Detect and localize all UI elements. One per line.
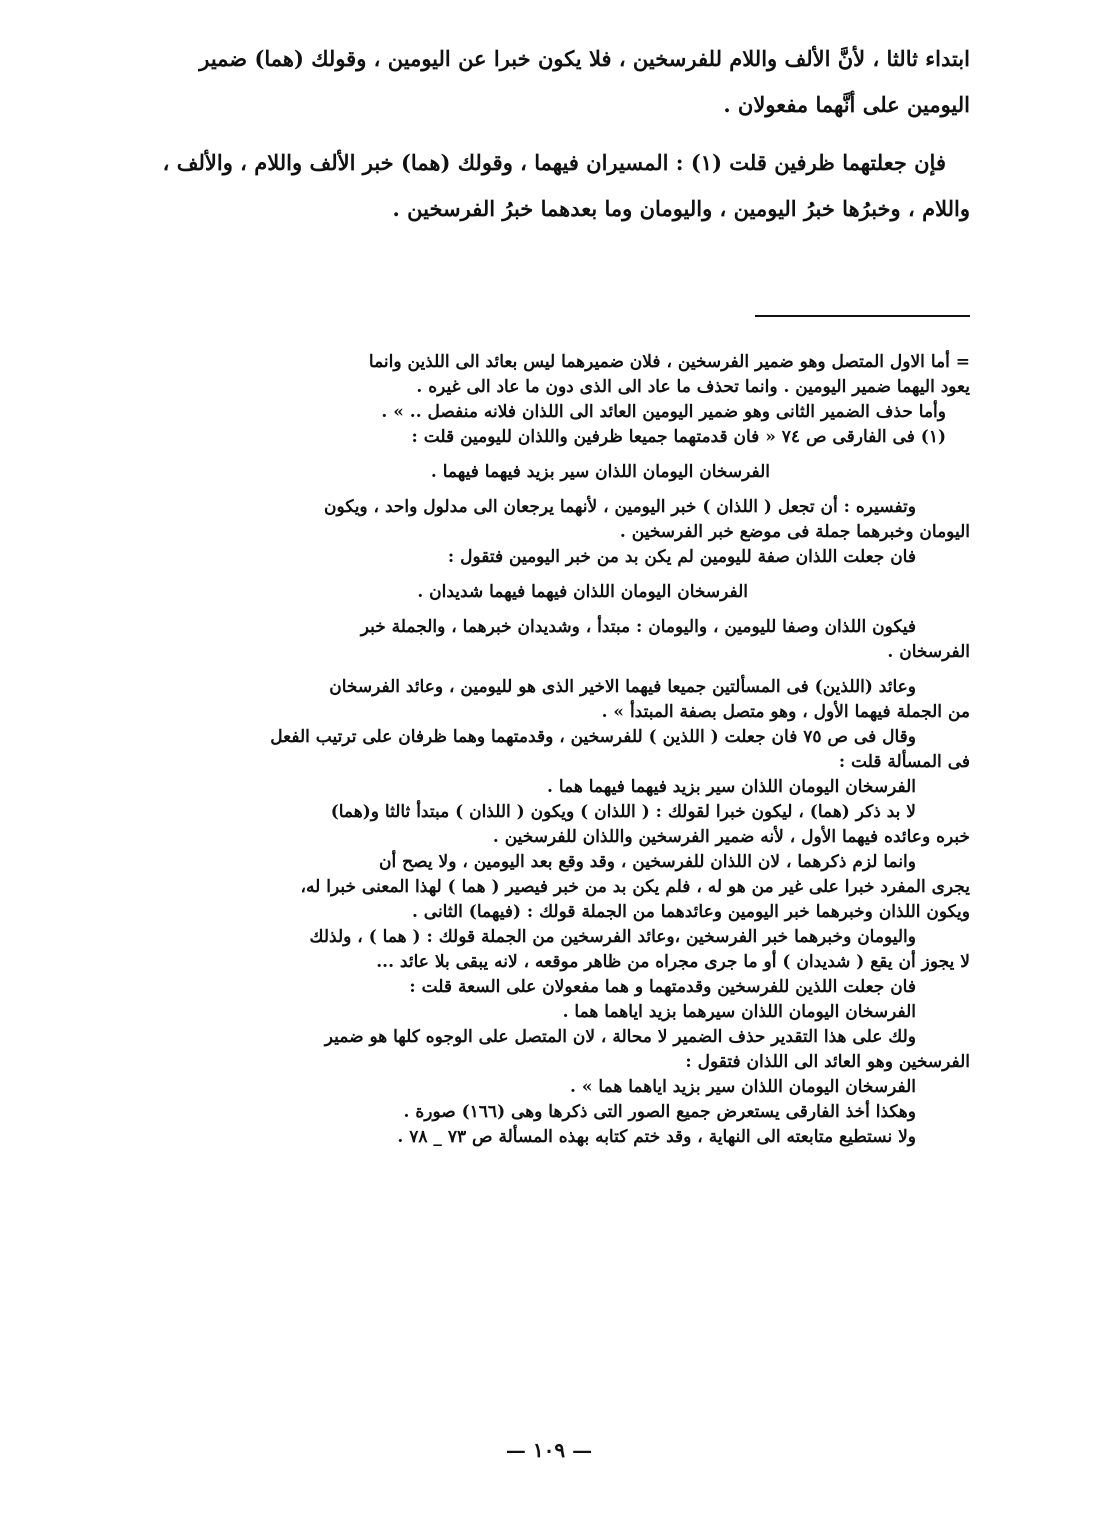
footnote-line: من الجملة فيهما الأول ، وهو متصل بصفة المبتدأ » . (601, 702, 970, 722)
footnote-line: لا يجوز أن يقع ( شديدان ) أو ما جرى مجراه من ظاهر موقعه ، لانه يبقى بلا عائد ... (376, 952, 970, 972)
footnote-line: فان جعلت اللذان صفة لليومين لم يكن بد من خبر اليومين فتقول : (447, 547, 916, 567)
footnote-line: (١) فى الفارقى ص ٧٤ « فان قدمتهما جميعا ظرفين واللذان لليومين قلت : (411, 427, 946, 447)
footnote-line: وانما لزم ذكرهما ، لان اللذان للفرسخين ، وقد وقع بعد اليومين ، ولا يصح أن (379, 852, 916, 872)
main-line: واللام ، وخبرُها خبرُ اليومين ، واليومان وما بعدهما خبرُ الفرسخين . (392, 196, 970, 221)
footnote-line: وهكذا أخذ الفارقى يستعرض جميع الصور التى ذكرها وهى (١٦٦) صورة . (403, 1102, 916, 1122)
footnote-line: الفرسخان اليومان اللذان فيهما فيهما شديدان . (417, 582, 748, 602)
footnote-line: الفرسخان اليومان اللذان سير بزيد اياهما هما » . (569, 1077, 916, 1097)
footnote-line: = أما الاول المتصل وهو ضمير الفرسخين ، فلان ضميرهما ليس بعائد الى اللذين وانما (368, 352, 970, 372)
footnote-line: وتفسيره : أن تجعل ( اللذان ) خبر اليومين ، لأنهما يرجعان الى مدلول واحد ، ويكون (324, 497, 916, 517)
main-line: فإن جعلتهما ظرفين قلت (١) : المسيران فيهما ، وقولك (هما) خبر الألف واللام ، والألف ، (162, 150, 946, 175)
main-line: ابتداء ثالثا ، لأنَّ الألف واللام للفرسخين ، فلا يكون خبرا عن اليومين ، وقولك (هما) ضمير (199, 46, 970, 71)
footnote-line: وأما حذف الضمير الثانى وهو ضمير اليومين العائد الى اللذان فلانه منفصل .. » . (381, 402, 946, 422)
page-number: — ١٠٩ — (505, 1438, 593, 1462)
footnote-line: فى المسألة قلت : (838, 752, 970, 772)
footnote-line: وعائد (اللذين) فى المسألتين جميعا فيهما الاخير الذى هو لليومين ، وعائد الفرسخان (329, 677, 916, 697)
footnote-line: واليومان وخبرهما خبر الفرسخين ،وعائد الفرسخين من الجملة قولك : ( هما ) ، ولذلك (309, 927, 916, 947)
footnote-line: ويكون اللذان وخبرهما خبر اليومين وعائدهما من الجملة قولك : (فيهما) الثانى . (411, 902, 970, 922)
footnote-line: فيكون اللذان وصفا لليومين ، واليومان : مبتدأ ، وشديدان خبرهما ، والجملة خبر (360, 617, 916, 637)
footnote-line: ولا نستطيع متابعته الى النهاية ، وقد ختم كتابه بهذه المسألة ص ٧٣ _ ٧٨ . (397, 1127, 916, 1147)
footnote-line: وقال فى ص ٧٥ فان جعلت ( اللذين ) للفرسخين ، وقدمتهما وهما ظرفان على ترتيب الفعل (270, 727, 916, 747)
footnote-line: لا بد ذكر (هما) ، ليكون خبرا لقولك : ( اللذان ) ويكون ( اللذان ) مبتدأ ثالثا و(هما) (330, 802, 916, 822)
main-text (110, 44, 970, 224)
main-line: اليومين على أنَّهما مفعولان . (723, 92, 970, 117)
footnote-line: يعود اليهما ضمير اليومين . وانما تحذف ما عاد الى الذى دون ما عاد الى غيره . (416, 377, 970, 397)
footnote-line: الفرسخان . (887, 642, 970, 662)
footnote-line: الفرسخين وهو العائد الى اللذان فتقول : (685, 1052, 970, 1072)
footnote-line: فان جعلت اللذين للفرسخين وقدمتهما و هما مفعولان على السعة قلت : (409, 977, 916, 997)
footnote-line: يجرى المفرد خبرا على غير من هو له ، فلم يكن بد من خبر فيصير ( هما ) لهذا المعنى خبرا له، (300, 877, 970, 897)
footnote-line: اليومان وخبرهما جملة فى موضع خبر الفرسخين . (619, 522, 970, 542)
footnote-line: خبره وعائده فيهما الأول ، لأنه ضمير الفرسخين واللذان للفرسخين . (492, 827, 970, 847)
footnote-separator (755, 315, 970, 317)
footnote-line: الفرسخان اليومان اللذان سير بزيد فيهما فيهما . (430, 462, 770, 482)
footnotes (110, 350, 970, 1150)
footnote-line: الفرسخان اليومان اللذان سيرهما بزيد اياهما هما . (562, 1002, 916, 1022)
footnote-line: الفرسخان اليومان اللذان سير بزيد فيهما فيهما هما . (547, 777, 916, 797)
footnote-line: ولك على هذا التقدير حذف الضمير لا محالة ، لان المتصل على الوجوه كلها هو ضمير (324, 1027, 916, 1047)
